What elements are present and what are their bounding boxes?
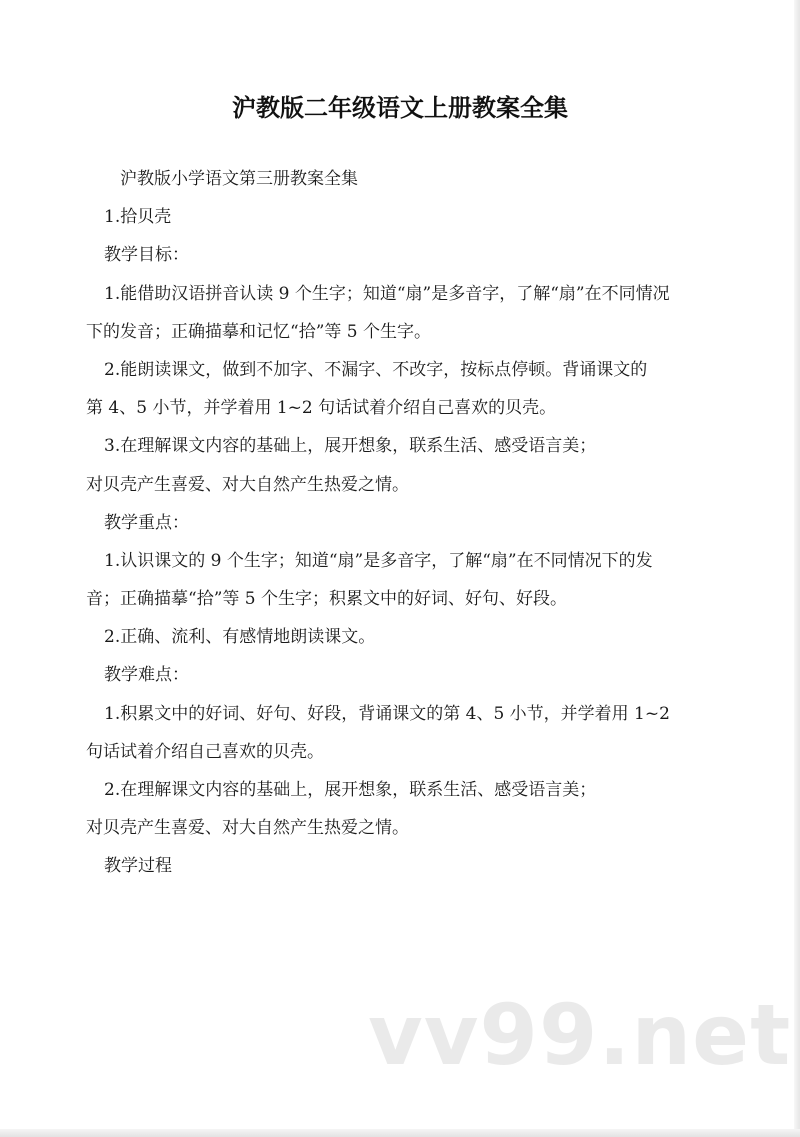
paragraph-line: 3.在理解课文内容的基础上，展开想象，联系生活、感受语言美； [104,436,597,457]
paragraph-line: 1.积累文中的好词、好句、好段，背诵课文的第 4、5 小节，并学着用 1~2 [104,703,670,724]
page-edge-right [794,0,800,1137]
paragraph-line: 音；正确描摹“拾”等 5 个生字；积累文中的好词、好句、好段。 [86,589,568,610]
paragraph-line: 2.能朗读课文，做到不加字、不漏字、不改字，按标点停顿。背诵课文的 [104,359,648,380]
section-heading: 教学目标： [104,245,189,266]
paragraph-line: 1.认识课文的 9 个生字；知道“扇”是多音字，了解“扇”在不同情况下的发 [104,550,653,571]
paragraph-line: 下的发音；正确描摹和记忆“拾”等 5 个生字。 [86,321,432,342]
watermark: vv99.net [368,986,792,1084]
paragraph-line: 1.能借助汉语拼音认读 9 个生字；知道“扇”是多音字，了解“扇”在不同情况 [104,283,670,304]
paragraph-line: 1.拾贝壳 [104,207,172,228]
paragraph-line: 第 4、5 小节，并学着用 1~2 句话试着介绍自己喜欢的贝壳。 [86,398,557,419]
paragraph-line: 对贝壳产生喜爱、对大自然产生热爱之情。 [86,474,409,495]
paragraph-line: 对贝壳产生喜爱、对大自然产生热爱之情。 [86,818,409,839]
document-body [86,160,716,886]
paragraph-line: 句话试着介绍自己喜欢的贝壳。 [86,741,324,762]
paragraph-line: 2.正确、流利、有感情地朗读课文。 [104,627,376,648]
section-heading: 教学重点： [104,512,189,533]
section-heading: 教学难点： [104,665,189,686]
document-subtitle: 沪教版小学语文第三册教案全集 [120,169,358,189]
document-title: 沪教版二年级语文上册教案全集 [232,94,568,122]
page-edge-bottom [0,1129,800,1137]
section-heading: 教学过程 [104,856,172,877]
paragraph-line: 2.在理解课文内容的基础上，展开想象，联系生活、感受语言美； [104,780,597,800]
